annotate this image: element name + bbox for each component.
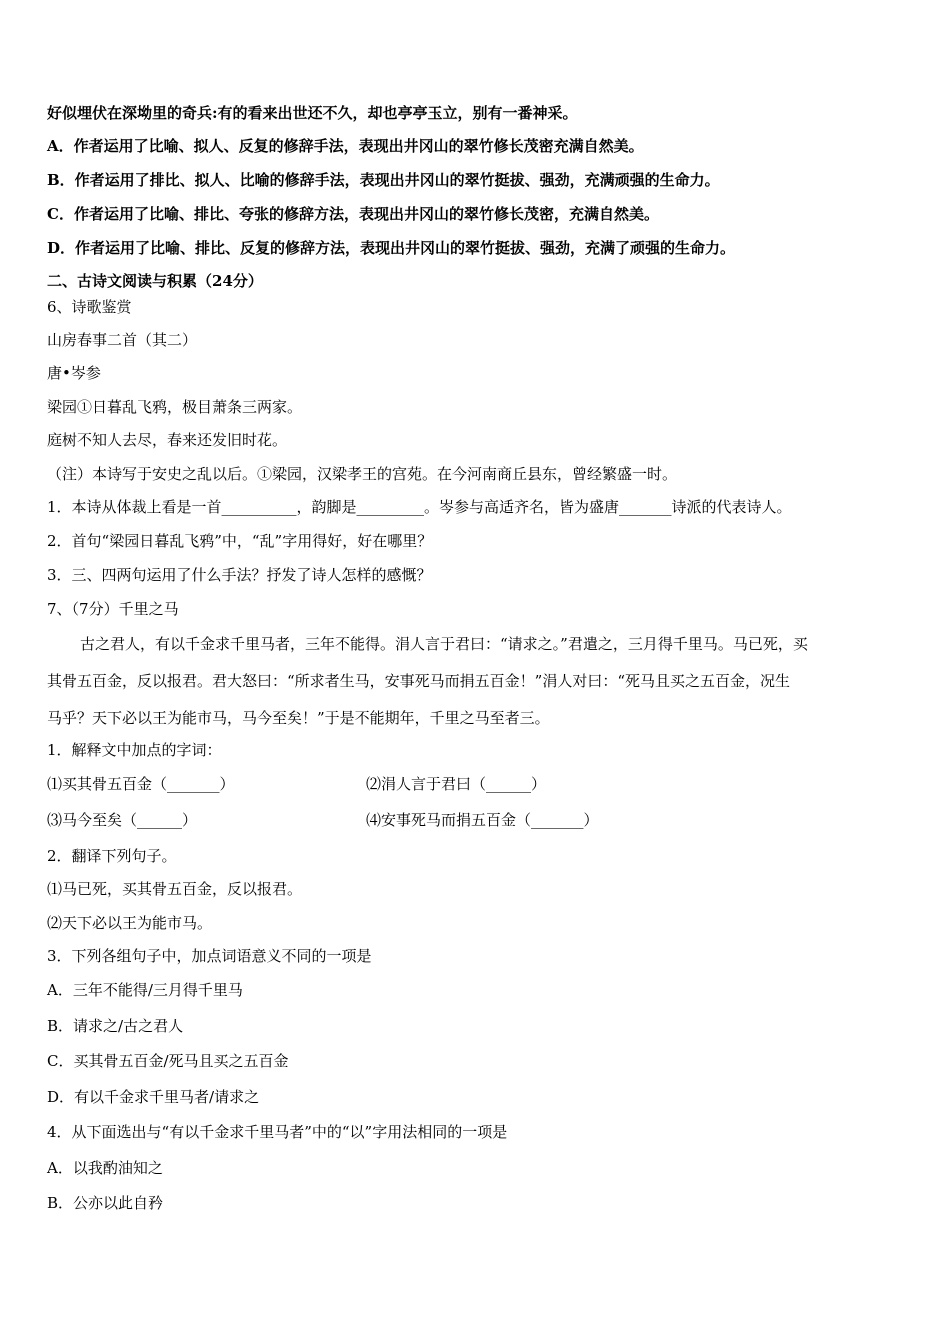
sub3-option-d: D．有以千金求千里马者/请求之 xyxy=(47,1088,260,1106)
section-2-title: 二、古诗文阅读与积累（24分） xyxy=(47,272,263,290)
q5-option-d: D．作者运用了比喻、排比、反复的修辞方法，表现出井冈山的翠竹挺拔、强劲，充满了顽强的生命力。 xyxy=(47,239,736,257)
q6-question-1: 1．本诗从体裁上看是一首__________，韵脚是_________。岑参与高适齐名，皆为盛唐_______诗派的代表诗人。 xyxy=(47,498,792,516)
poem-line-2: 庭树不知人去尽，春来还发旧时花。 xyxy=(47,431,288,449)
sub2-item-1: ⑴马已死，买其骨五百金，反以报君。 xyxy=(47,880,303,898)
poem-line-1: 梁园①日暮乱飞鸦，极目萧条三两家。 xyxy=(47,398,303,416)
sub3-option-b: B．请求之/古之君人 xyxy=(47,1017,184,1035)
q5-option-b: B．作者运用了排比、拟人、比喻的修辞手法，表现出井冈山的翠竹挺拔、强劲，充满顽强的生命力。 xyxy=(47,171,720,189)
poem-title: 山房春事二首（其二） xyxy=(47,331,198,349)
poem-author: 唐•岑参 xyxy=(47,364,101,382)
poem-note: （注）本诗写于安史之乱以后。①梁园，汉梁孝王的宫苑。在今河南商丘县东，曾经繁盛一时。 xyxy=(47,465,678,483)
q6-heading: 6、诗歌鉴赏 xyxy=(47,298,132,316)
sub1-item-4: ⑷安事死马而捐五百金（_______） xyxy=(366,811,599,829)
passage-line-2: 其骨五百金，反以报君。君大怒曰：“所求者生马，安事死马而捐五百金！”涓人对曰：“死马且买之五百金，况生 xyxy=(47,672,791,690)
sub3-option-c: C．买其骨五百金/死马且买之五百金 xyxy=(47,1052,289,1070)
passage-line-3: 马乎？天下必以王为能市马，马今至矣！”于是不能期年，千里之马至者三。 xyxy=(47,709,550,727)
sub2-item-2: ⑵天下必以王为能市马。 xyxy=(47,914,213,932)
q5-option-c: C．作者运用了比喻、排比、夸张的修辞方法，表现出井冈山的翠竹修长茂密，充满自然美。 xyxy=(47,205,659,223)
passage-line-1: 古之君人，有以千金求千里马者，三年不能得。涓人言于君曰：“请求之。”君遣之，三月得千里马。马已死，买 xyxy=(80,635,808,653)
sub4-option-b: B．公亦以此自矜 xyxy=(47,1194,164,1212)
sub3-option-a: A．三年不能得/三月得千里马 xyxy=(47,981,243,999)
q5-option-a: A．作者运用了比喻、拟人、反复的修辞手法，表现出井冈山的翠竹修长茂密充满自然美。 xyxy=(47,137,644,155)
sub1-item-3: ⑶马今至矣（______） xyxy=(47,811,198,829)
q6-question-2: 2．首句“梁园日暮乱飞鸦”中，“乱”字用得好，好在哪里？ xyxy=(47,532,433,550)
sub1-title: 1．解释文中加点的字词： xyxy=(47,741,222,759)
q6-question-3: 3．三、四两句运用了什么手法？抒发了诗人怎样的感慨？ xyxy=(47,566,432,584)
q7-heading: 7、（7分）千里之马 xyxy=(47,600,179,618)
sub3-title: 3．下列各组句子中，加点词语意义不同的一项是 xyxy=(47,947,372,965)
sub2-title: 2．翻译下列句子。 xyxy=(47,847,177,865)
sub4-option-a: A．以我酌油知之 xyxy=(47,1159,163,1177)
intro-line: 好似埋伏在深坳里的奇兵:有的看来出世还不久，却也亭亭玉立，别有一番神采。 xyxy=(47,104,578,122)
sub4-title: 4．从下面选出与“有以千金求千里马者”中的“以”字用法相同的一项是 xyxy=(47,1123,508,1141)
sub1-item-1: ⑴买其骨五百金（_______） xyxy=(47,775,235,793)
sub1-item-2: ⑵涓人言于君曰（______） xyxy=(366,775,547,793)
